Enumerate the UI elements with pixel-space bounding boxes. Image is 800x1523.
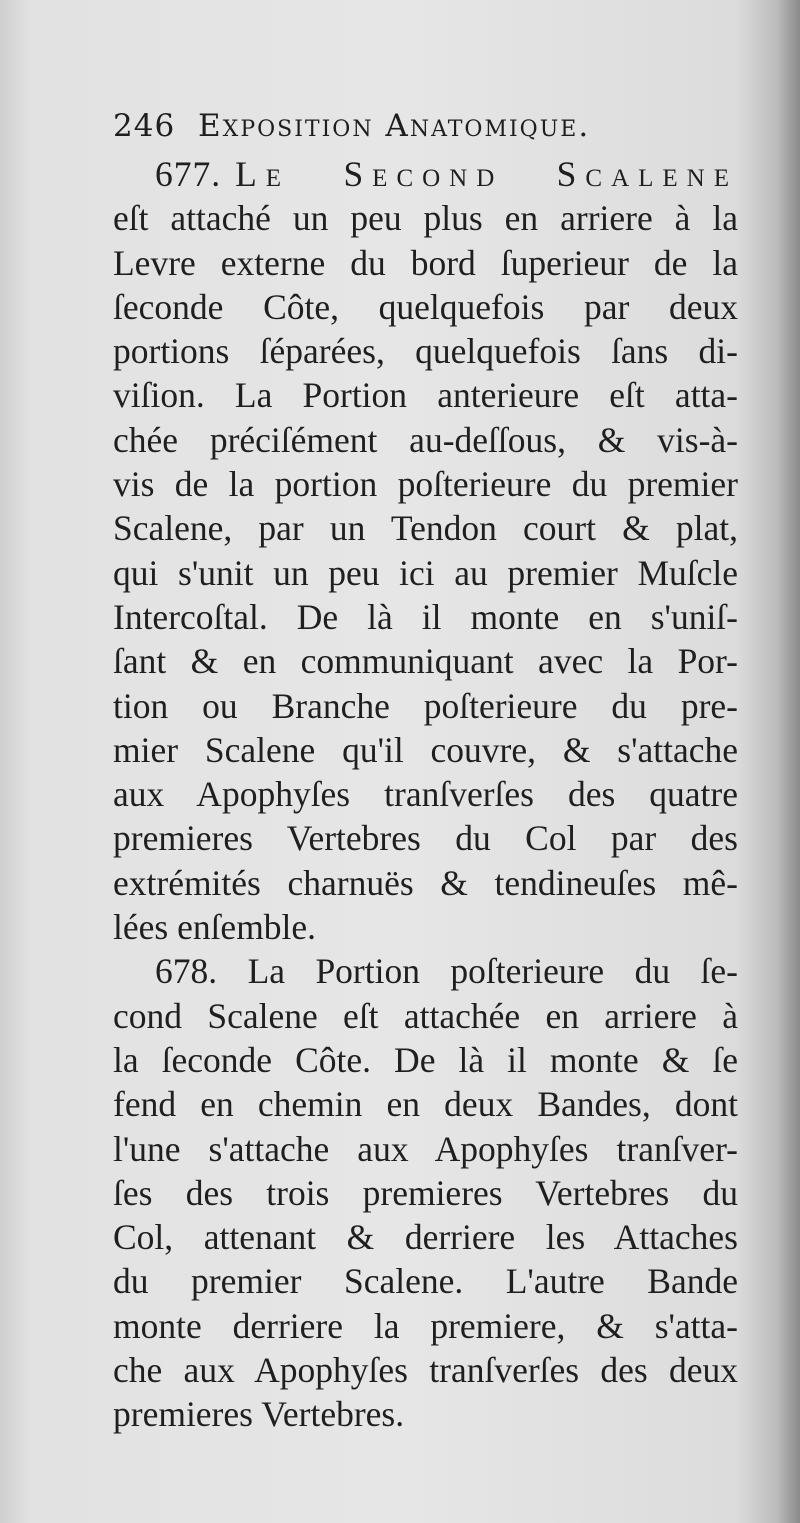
text-line: eſt attaché un peu plus en arriere à la <box>113 198 738 239</box>
text-line: che aux Apophyſes tranſverſes des deux <box>113 1350 738 1391</box>
text-line: vis de la portion poſterieure du premier <box>113 464 738 505</box>
text-line: premieres Vertebres du Col par des <box>113 818 738 859</box>
paragraph-number: 677. <box>155 154 222 194</box>
text-line: Levre externe du bord ſuperieur de la <box>113 242 738 283</box>
text-line: cond Scalene eſt attachée en arriere à <box>113 995 738 1036</box>
paragraph-678-first-line: 678. La Portion poſterieure du ſe- <box>155 951 738 992</box>
text-line: fend en chemin en deux Bandes, dont <box>113 1084 738 1125</box>
text-line: la ſeconde Côte. De là il monte & ſe <box>113 1039 738 1080</box>
paragraph-677-heading-line <box>113 152 738 196</box>
page-number: 246 <box>113 108 176 144</box>
text-line: mier Scalene qu'il couvre, & s'attache <box>113 729 738 770</box>
text-line: qui s'unit un peu ici au premier Muſcle <box>113 552 738 593</box>
text-line: Intercoſtal. De là il monte en s'uniſ- <box>113 596 738 637</box>
text-line: chée préciſément au-deſſous, & vis-à- <box>113 419 738 460</box>
text-line: lées enſemble. <box>113 907 317 948</box>
body-text <box>113 152 738 1437</box>
text-line: ſes des trois premieres Vertebres du <box>113 1172 738 1213</box>
text-line: tion ou Branche poſterieure du pre- <box>113 685 738 726</box>
text-line: viſion. La Portion anterieure eſt atta- <box>113 375 738 416</box>
running-head <box>113 108 733 144</box>
text-line: aux Apophyſes tranſverſes des quatre <box>113 774 738 815</box>
text-line: monte derriere la premiere, & s'atta- <box>113 1305 738 1346</box>
section-heading: Le Second Scalene <box>235 154 738 194</box>
running-title: Exposition Anatomique. <box>198 108 591 144</box>
text-line: Col, attenant & derriere les Attaches <box>113 1217 738 1258</box>
text-line: ſeconde Côte, quelquefois par deux <box>113 286 738 327</box>
text-line: portions ſéparées, quelquefois ſans di- <box>113 331 738 372</box>
text-line: l'une s'attache aux Apophyſes tranſver- <box>113 1128 738 1169</box>
text-line: du premier Scalene. L'autre Bande <box>113 1261 738 1302</box>
text-line: Scalene, par un Tendon court & plat, <box>113 508 738 549</box>
text-line: extrémités charnuës & tendineuſes mê- <box>113 862 738 903</box>
text-line: premieres Vertebres. <box>113 1394 405 1435</box>
text-line: ſant & en communiquant avec la Por- <box>113 641 738 682</box>
